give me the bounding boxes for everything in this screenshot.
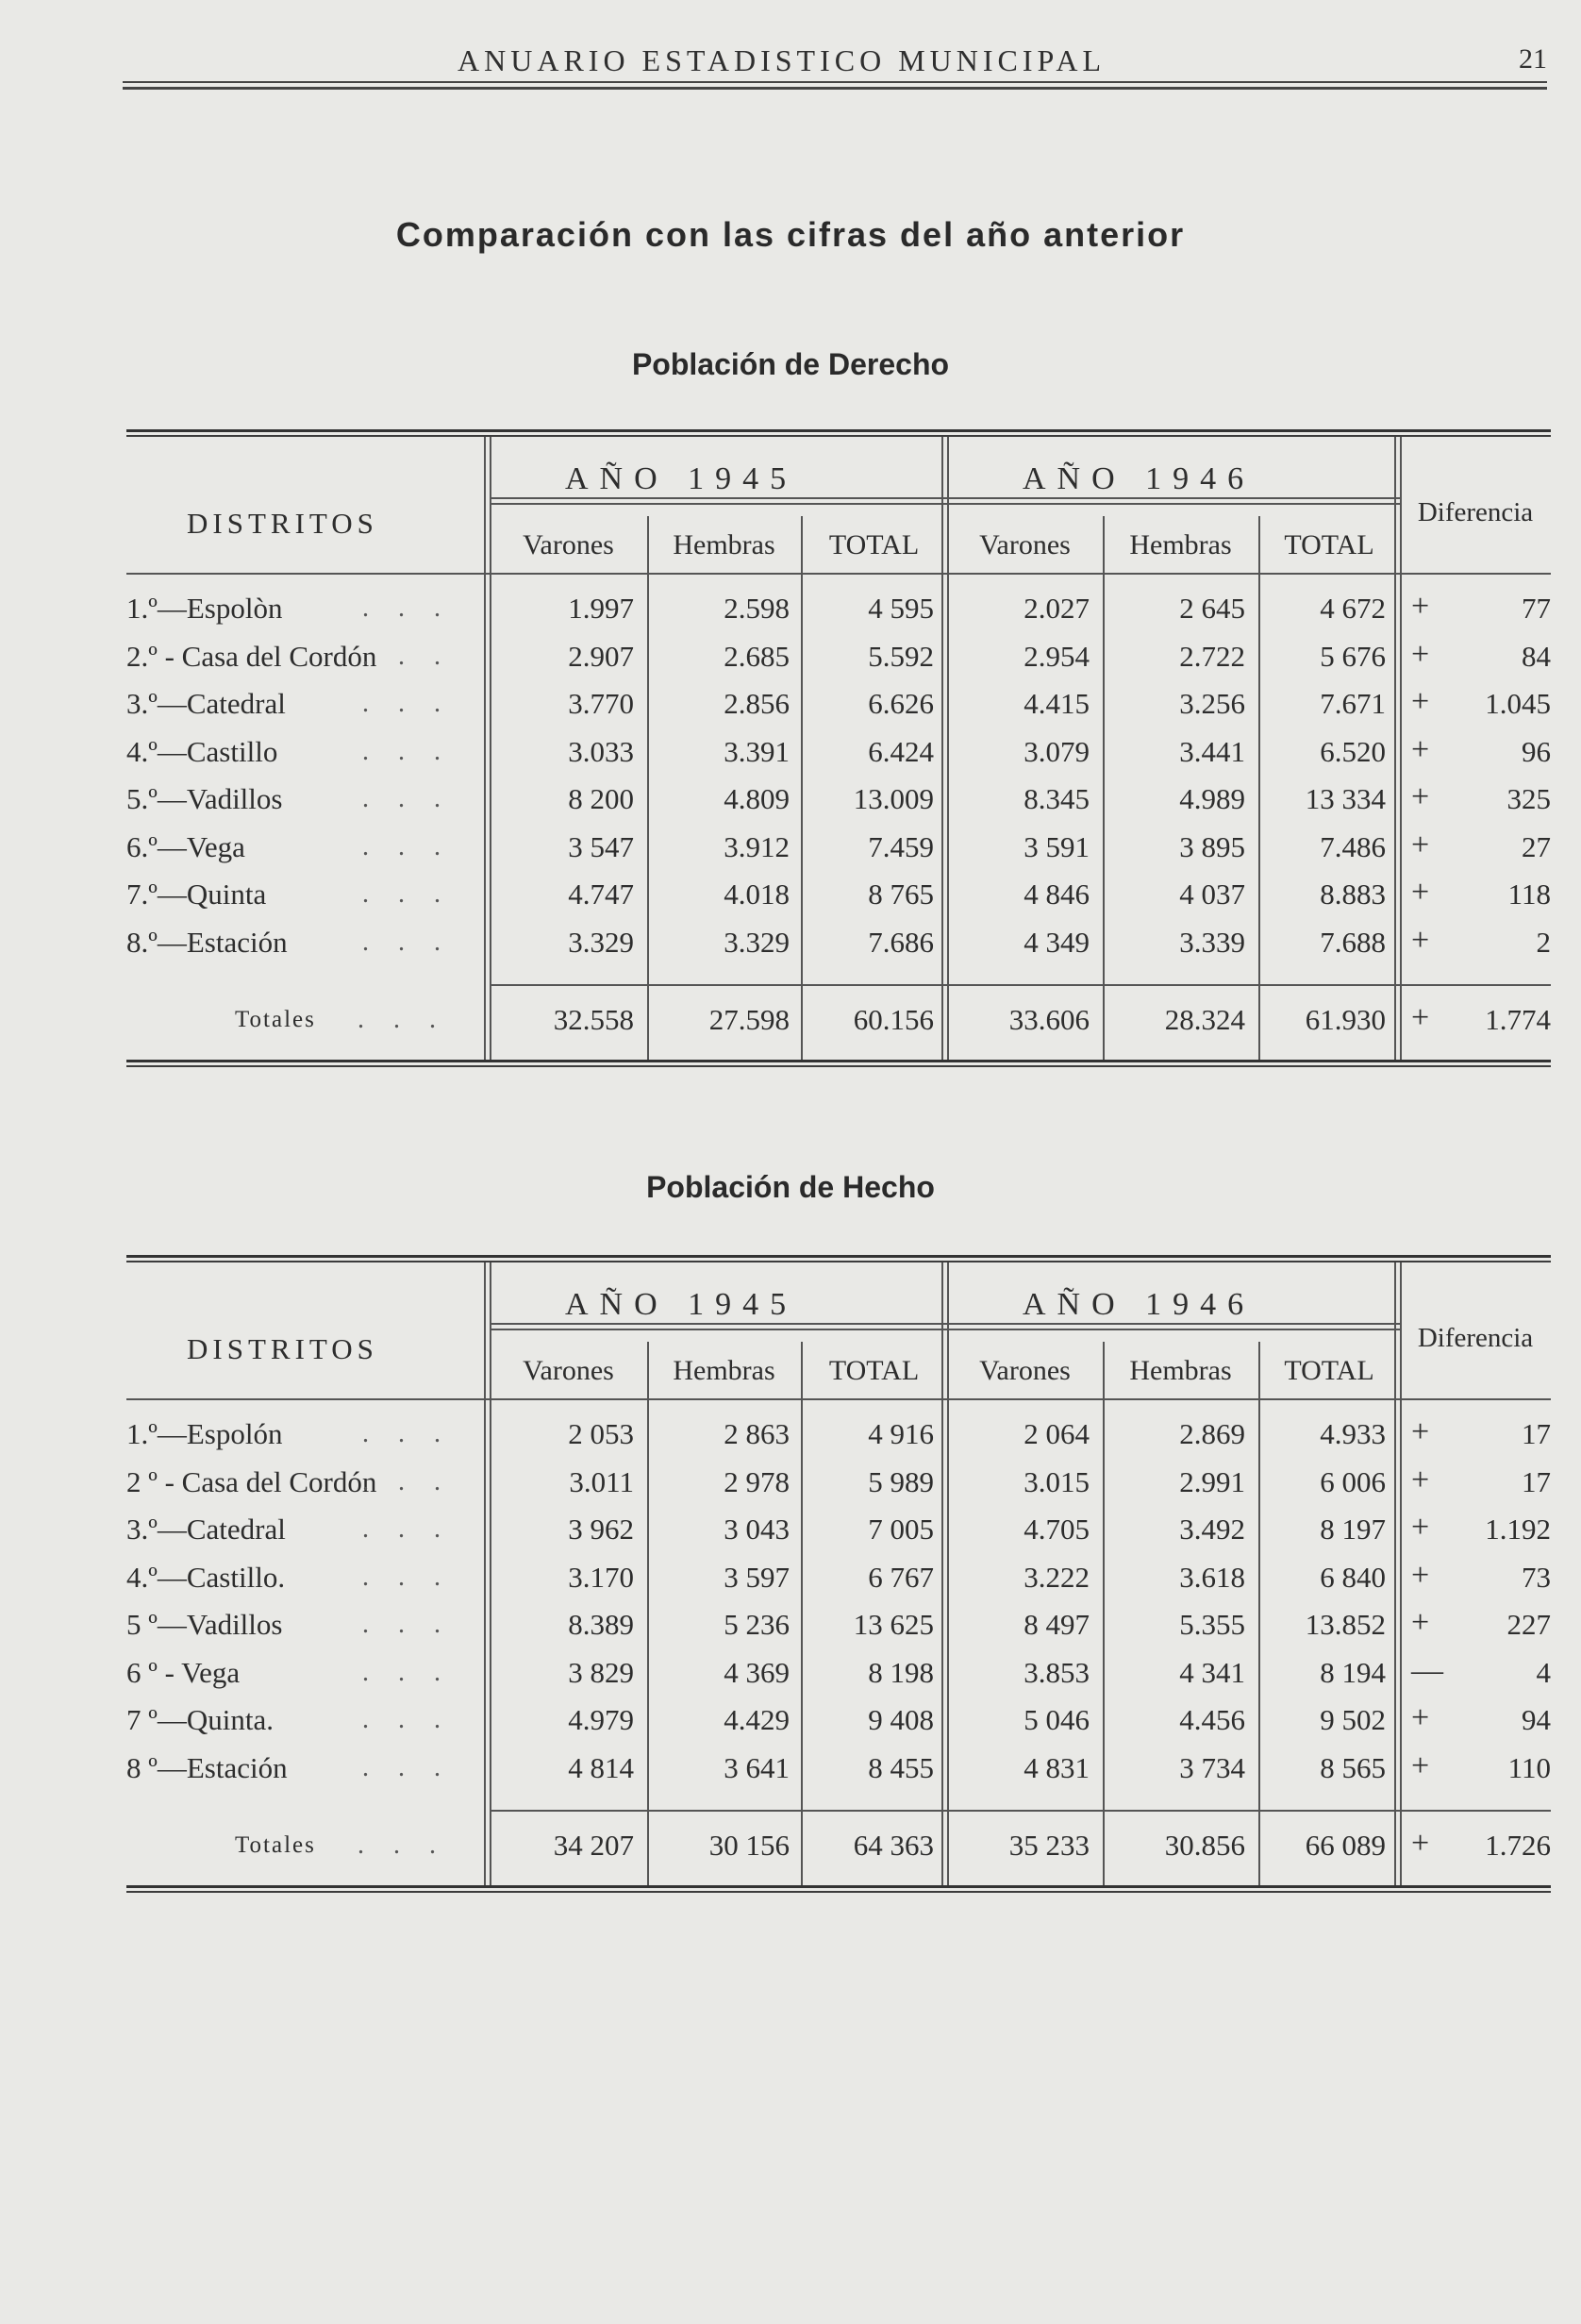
cell-t46: 8 197 [1320,1513,1386,1546]
cell-t45: 8 198 [868,1655,934,1689]
diff-sign: + [1411,1557,1430,1593]
total-v46: 35 233 [1008,1829,1090,1862]
cell-t45: 5.592 [868,639,934,673]
header-varones-1945: Varones [523,529,614,560]
leader-dots: . . . [362,879,452,909]
year-header-rule-2 [490,1329,1400,1330]
cell-v45: 3.770 [568,687,634,720]
leader-dots: . . . [362,1610,452,1639]
totals-label: Totales [235,1832,316,1858]
header-year-1946: AÑO 1946 [1023,461,1256,496]
total-h46: 28.324 [1164,1003,1245,1036]
cell-v45: 8.389 [568,1608,634,1641]
header-distritos: DISTRITOS [187,1332,378,1365]
header-total-1945: TOTAL [828,1355,920,1386]
diff-sign: + [1411,1605,1430,1640]
header-hembras-1946: Hembras [1129,529,1232,560]
total-h46: 30.856 [1164,1829,1245,1862]
district-name: 5.º—Vadillos [126,782,283,815]
cell-h46: 2.722 [1179,639,1245,673]
cell-t46: 7.671 [1320,687,1386,720]
cell-diferencia: 110 [1507,1750,1551,1784]
table-bottom-rule [126,1060,1551,1062]
cell-h46: 2.991 [1179,1464,1245,1498]
district-name: 7 º—Quinta. [126,1703,274,1736]
running-title: ANUARIO ESTADISTICO MUNICIPAL [458,43,1107,77]
cell-v45: 1.997 [568,592,634,625]
cell-h45: 3 043 [724,1513,790,1546]
diff-sign: + [1411,1462,1430,1497]
diff-sign: + [1411,731,1430,767]
leader-dots: . . . [362,784,452,813]
cell-h45: 4.018 [724,878,790,911]
diff-sign: + [1411,1700,1430,1735]
diff-sign: + [1411,684,1430,719]
header-bottom-rule [126,1398,490,1400]
cell-v46: 3.015 [1023,1464,1090,1498]
district-name: 1.º—Espolón [126,1417,283,1450]
cell-h45: 2 863 [724,1417,790,1450]
cell-diferencia: 17 [1522,1464,1551,1498]
table-top-rule-2 [126,435,1551,437]
district-name: 3.º—Catedral [126,1513,286,1546]
cell-v45: 4.979 [568,1703,634,1736]
cell-v46: 5 046 [1023,1703,1090,1736]
leader-dots: . . . [362,594,452,623]
cell-t46: 9 502 [1320,1703,1386,1736]
diff-sign: + [1411,636,1430,672]
cell-v45: 8 200 [568,782,634,815]
cell-diferencia: 1.192 [1485,1513,1551,1546]
cell-t45: 13.009 [853,782,934,815]
total-t46: 61.930 [1305,1003,1386,1036]
district-name: 3.º—Catedral [126,687,286,720]
diff-sign: — [1411,1652,1443,1688]
cell-t45: 13 625 [853,1608,934,1641]
table-poblacion-hecho [126,1255,1551,1897]
leader-dots: . . . [362,689,452,718]
cell-v46: 4 349 [1023,925,1090,959]
section-title-derecho: Población de Derecho [631,347,950,381]
total-diferencia: 1.774 [1485,1003,1551,1036]
district-name: 4.º—Castillo. [126,1560,286,1594]
cell-t45: 9 408 [868,1703,934,1736]
district-name: 6 º - Vega [126,1655,241,1689]
header-rule-bottom [123,87,1547,90]
district-name: 8 º—Estación [126,1750,288,1784]
table-bottom-rule-2 [126,1065,1551,1067]
cell-t45: 6.626 [868,687,934,720]
district-name: 6.º—Vega [126,829,245,863]
cell-t45: 7.686 [868,925,934,959]
table-bottom-rule [126,1885,1551,1888]
cell-v46: 4 831 [1023,1750,1090,1784]
cell-v45: 2 053 [568,1417,634,1450]
cell-h46: 3.618 [1179,1560,1245,1594]
cell-diferencia: 325 [1506,782,1551,815]
leader-dots: . . . [362,1562,452,1592]
header-year-1945: AÑO 1945 [565,1287,798,1322]
cell-h46: 3.492 [1179,1513,1245,1546]
cell-t45: 4 916 [868,1417,934,1450]
cell-v46: 2.027 [1023,592,1090,625]
header-total-1945: TOTAL [828,529,920,560]
header-bottom-rule [126,573,490,575]
year-header-rule [490,1323,1400,1325]
total-v46: 33.606 [1008,1003,1090,1036]
diff-sign: + [1411,779,1430,814]
cell-h45: 4 369 [724,1655,790,1689]
cell-h45: 3.391 [724,734,790,768]
table-top-rule-2 [126,1261,1551,1262]
header-varones-1946: Varones [979,529,1071,560]
cell-h45: 3.912 [724,829,790,863]
cell-t46: 6.520 [1320,734,1386,768]
cell-h46: 4 037 [1179,878,1245,911]
district-name: 4.º—Castillo [126,734,278,768]
total-diff-sign: + [1411,1826,1430,1861]
district-name: 7.º—Quinta [126,878,267,911]
cell-h46: 4.989 [1179,782,1245,815]
leader-dots: . . . [362,1419,452,1448]
cell-t46: 7.486 [1320,829,1386,863]
leader-dots: . . . [362,641,452,671]
cell-v45: 3.033 [568,734,634,768]
header-total-1946: TOTAL [1284,529,1374,560]
total-v45: 34 207 [553,1829,634,1862]
cell-diferencia: 77 [1522,592,1551,625]
header-varones-1945: Varones [523,1355,614,1386]
cell-t45: 6.424 [868,734,934,768]
cell-diferencia: 4 [1536,1655,1551,1689]
total-v45: 32.558 [553,1003,634,1036]
cell-t46: 8 194 [1320,1655,1386,1689]
header-hembras-1945: Hembras [673,529,775,560]
v-line-diferencia [1400,1262,1402,1885]
total-t45: 64 363 [853,1829,934,1862]
cell-diferencia: 227 [1506,1608,1551,1641]
header-hembras-1945: Hembras [673,1355,775,1386]
district-name: 2.º - Casa del Cordón [126,639,377,673]
total-h45: 27.598 [708,1003,790,1036]
diff-sign: + [1411,1747,1430,1783]
year-header-rule-2 [490,503,1400,505]
cell-h46: 3.441 [1179,734,1245,768]
cell-h46: 2.869 [1179,1417,1245,1450]
cell-h46: 3 895 [1179,829,1245,863]
total-h45: 30 156 [708,1829,790,1862]
cell-diferencia: 2 [1536,925,1551,959]
header-varones-1946: Varones [979,1355,1071,1386]
cell-t46: 6 006 [1320,1464,1386,1498]
cell-v45: 3 829 [568,1655,634,1689]
cell-t46: 4.933 [1320,1417,1386,1450]
cell-v46: 3 591 [1023,829,1090,863]
cell-v45: 3.329 [568,925,634,959]
cell-v45: 3.170 [568,1560,634,1594]
cell-h46: 5.355 [1179,1608,1245,1641]
table-top-rule [126,429,1551,432]
cell-t46: 8.883 [1320,878,1386,911]
cell-v45: 4 814 [568,1750,634,1784]
cell-v46: 2 064 [1023,1417,1090,1450]
header-year-1945: AÑO 1945 [565,461,798,496]
cell-v45: 3.011 [569,1464,634,1498]
cell-v46: 3.222 [1023,1560,1090,1594]
cell-h45: 2.856 [724,687,790,720]
cell-v46: 2.954 [1023,639,1090,673]
cell-v46: 3.079 [1023,734,1090,768]
running-header [123,38,1547,94]
cell-diferencia: 118 [1507,878,1551,911]
header-total-1946: TOTAL [1284,1355,1374,1386]
page-title: Comparación con las cifras del año anterior [395,215,1186,254]
cell-diferencia: 94 [1522,1703,1551,1736]
leader-dots: . . . [362,1705,452,1734]
cell-diferencia: 73 [1522,1560,1551,1594]
cell-t46: 8 565 [1320,1750,1386,1784]
cell-h46: 2 645 [1179,592,1245,625]
cell-t46: 4 672 [1320,592,1386,625]
header-distritos: DISTRITOS [187,507,378,540]
cell-v45: 4.747 [568,878,634,911]
page-number: 21 [1519,43,1547,75]
cell-diferencia: 96 [1522,734,1551,768]
cell-h45: 2.598 [724,592,790,625]
leader-dots: . . . [362,736,452,766]
cell-h45: 3 641 [724,1750,790,1784]
leader-dots: . . . [362,831,452,861]
cell-h45: 4.809 [724,782,790,815]
cell-diferencia: 1.045 [1485,687,1551,720]
cell-t46: 7.688 [1320,925,1386,959]
cell-t46: 13 334 [1305,782,1386,815]
diff-sign: + [1411,589,1430,624]
leader-dots: . . . [358,1831,447,1860]
total-diferencia: 1.726 [1485,1829,1551,1862]
cell-h46: 3 734 [1179,1750,1245,1784]
diff-sign: + [1411,922,1430,958]
cell-t46: 5 676 [1320,639,1386,673]
cell-h46: 4 341 [1179,1655,1245,1689]
cell-v46: 4.415 [1023,687,1090,720]
cell-diferencia: 84 [1522,639,1551,673]
leader-dots: . . . [362,1752,452,1782]
cell-v45: 2.907 [568,639,634,673]
leader-dots: . . . [358,1005,447,1034]
header-year-1946: AÑO 1946 [1023,1287,1256,1322]
header-rule-top [123,81,1547,83]
total-diff-sign: + [1411,1000,1430,1035]
leader-dots: . . . [362,927,452,957]
district-name: 8.º—Estación [126,925,288,959]
cell-t45: 6 767 [868,1560,934,1594]
district-name: 1.º—Espolòn [126,592,283,625]
year-header-rule [490,497,1400,499]
cell-t45: 8 455 [868,1750,934,1784]
cell-v45: 3 962 [568,1513,634,1546]
header-diferencia: Diferencia [1417,497,1534,527]
diff-sign: + [1411,875,1430,910]
diff-sign: + [1411,1414,1430,1449]
cell-t45: 7 005 [868,1513,934,1546]
diff-sign: + [1411,827,1430,862]
cell-t45: 8 765 [868,878,934,911]
total-t45: 60.156 [853,1003,934,1036]
cell-v46: 8.345 [1023,782,1090,815]
cell-h45: 2 978 [724,1464,790,1498]
cell-t45: 5 989 [868,1464,934,1498]
table-poblacion-derecho [126,429,1551,1071]
total-t46: 66 089 [1305,1829,1386,1862]
cell-diferencia: 17 [1522,1417,1551,1450]
diff-sign: + [1411,1510,1430,1545]
leader-dots: . . . [362,1466,452,1496]
v-line-diferencia [1400,437,1402,1060]
cell-h46: 4.456 [1179,1703,1245,1736]
table-bottom-rule-2 [126,1891,1551,1893]
cell-h45: 4.429 [724,1703,790,1736]
cell-v46: 4.705 [1023,1513,1090,1546]
cell-diferencia: 27 [1522,829,1551,863]
leader-dots: . . . [362,1514,452,1544]
table-top-rule [126,1255,1551,1258]
cell-h45: 3 597 [724,1560,790,1594]
cell-t45: 7.459 [868,829,934,863]
cell-h46: 3.256 [1179,687,1245,720]
leader-dots: . . . [362,1657,452,1687]
header-diferencia: Diferencia [1417,1323,1534,1353]
cell-v45: 3 547 [568,829,634,863]
district-name: 2 º - Casa del Cordón [126,1464,377,1498]
cell-v46: 8 497 [1023,1608,1090,1641]
cell-h46: 3.339 [1179,925,1245,959]
cell-t46: 6 840 [1320,1560,1386,1594]
cell-v46: 4 846 [1023,878,1090,911]
cell-t46: 13.852 [1305,1608,1386,1641]
totals-label: Totales [235,1007,316,1032]
v-line-varones45-double [484,437,486,1060]
cell-t45: 4 595 [868,592,934,625]
cell-h45: 5 236 [724,1608,790,1641]
header-hembras-1946: Hembras [1129,1355,1232,1386]
cell-h45: 3.329 [724,925,790,959]
cell-v46: 3.853 [1023,1655,1090,1689]
v-line-varones45-double [484,1262,486,1885]
district-name: 5 º—Vadillos [126,1608,283,1641]
cell-h45: 2.685 [724,639,790,673]
section-title-hecho: Población de Hecho [646,1170,935,1204]
